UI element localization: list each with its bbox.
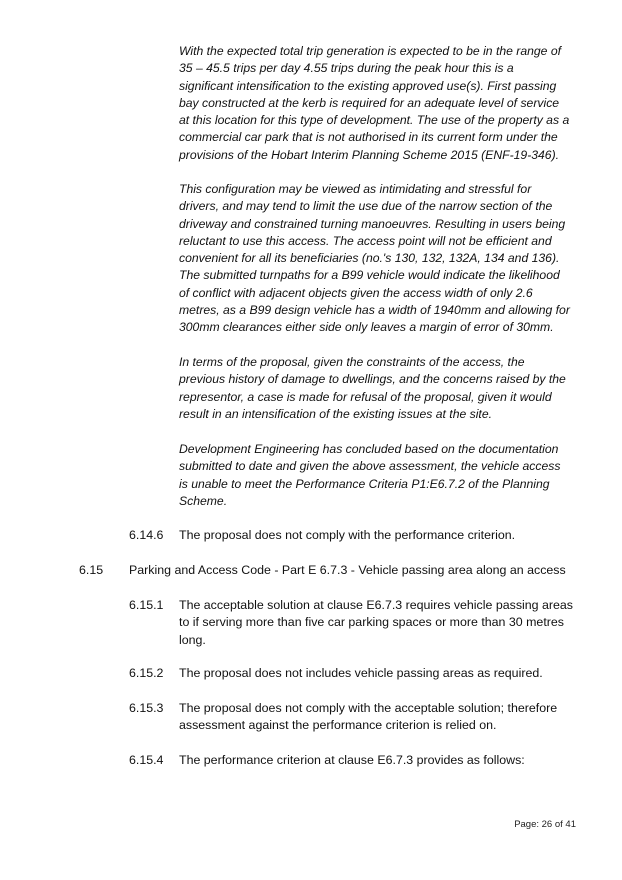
text-line: The acceptable solution at clause E6.7.3 requires vehicle passing areas — [179, 598, 573, 612]
section-heading — [129, 562, 579, 579]
clause-number: 6.15.2 — [129, 666, 164, 680]
text-line: is unable to meet the Performance Criteria P1:E6.7.2 of the Planning — [179, 476, 550, 491]
clause-number: 6.15.1 — [129, 598, 164, 612]
text-line: 35 – 45.5 trips per day 4.55 trips during the peak hour this is a — [179, 61, 514, 76]
clause-number: 6.15.4 — [129, 753, 164, 767]
text-line: This configuration may be viewed as intimidating and stressful for — [179, 182, 532, 196]
clause-number: 6.14.6 — [129, 528, 164, 542]
clause-text — [179, 665, 579, 682]
text-line: at this location for this type of development. The use of the property as a — [179, 113, 570, 128]
text-line: significant intensification to the existing approved use(s). First passing — [179, 78, 557, 93]
text-line: long. — [179, 632, 206, 647]
text-line: convenient for all its beneficiaries (no.'s 130, 132, 132A, 134 and 136). — [179, 251, 560, 266]
text-line: Scheme. — [179, 493, 228, 508]
section-number: 6.15 — [79, 563, 104, 577]
text-line: representor, a case is made for refusal of the proposal, given it would — [179, 389, 552, 404]
text-line: to if serving more than five car parking spaces or more than 30 metres — [179, 615, 564, 630]
text-line: The proposal does not comply with the acceptable solution; therefore — [179, 701, 558, 715]
quote-paragraph-2 — [179, 181, 579, 337]
quote-paragraph-3 — [179, 354, 579, 423]
text-line: previous history of damage to dwellings, and the concerns raised by the — [179, 372, 566, 387]
text-line: bay constructed at the kerb is required for an adequate level of service — [179, 95, 560, 110]
text-line: assessment against the performance criterion is relied on. — [179, 718, 497, 733]
text-line: Parking and Access Code - Part E 6.7.3 - Vehicle passing area along an access — [129, 563, 566, 577]
text-line: The submitted turnpaths for a B99 vehicle would indicate the likelihood — [179, 268, 560, 283]
text-line: The proposal does not includes vehicle passing areas as required. — [179, 666, 543, 680]
text-line: 300mm clearances either side only leaves a margin of error of 30mm. — [179, 320, 554, 335]
text-line: provisions of the Hobart Interim Planning Scheme 2015 (ENF-19-346). — [179, 147, 560, 162]
text-line: driveway and constrained turning manoeuvres. Resulting in users being — [179, 216, 566, 231]
text-line: metres, as a B99 design vehicle has a width of 1940mm and allowing for — [179, 303, 570, 318]
text-line: submitted to date and given the above assessment, the vehicle access — [179, 459, 561, 474]
clause-text — [179, 752, 579, 769]
text-line: Development Engineering has concluded based on the documentation — [179, 442, 559, 456]
quote-paragraph-4 — [179, 441, 579, 510]
text-line: In terms of the proposal, given the constraints of the access, the — [179, 355, 525, 369]
text-line: drivers, and may tend to limit the use due of the narrow section of the — [179, 199, 553, 214]
clause-text — [179, 597, 579, 649]
text-line: The performance criterion at clause E6.7.3 provides as follows: — [179, 753, 525, 767]
text-line: commercial car park that is not authorised in its current form under the — [179, 130, 558, 145]
text-line: With the expected total trip generation is expected to be in the range of — [179, 44, 562, 58]
text-line: result in an intensification of the existing issues at the site. — [179, 406, 492, 421]
text-line: of conflict with adjacent objects given the access width of only 2.6 — [179, 285, 533, 300]
text-line: The proposal does not comply with the performance criterion. — [179, 528, 516, 542]
quote-paragraph-1 — [179, 43, 579, 164]
page-number: Page: 26 of 41 — [514, 819, 576, 830]
clause-text — [179, 700, 579, 735]
clause-text — [179, 527, 579, 544]
clause-number: 6.15.3 — [129, 701, 164, 715]
text-line: reluctant to use this access. The access point will not be efficient and — [179, 233, 552, 248]
